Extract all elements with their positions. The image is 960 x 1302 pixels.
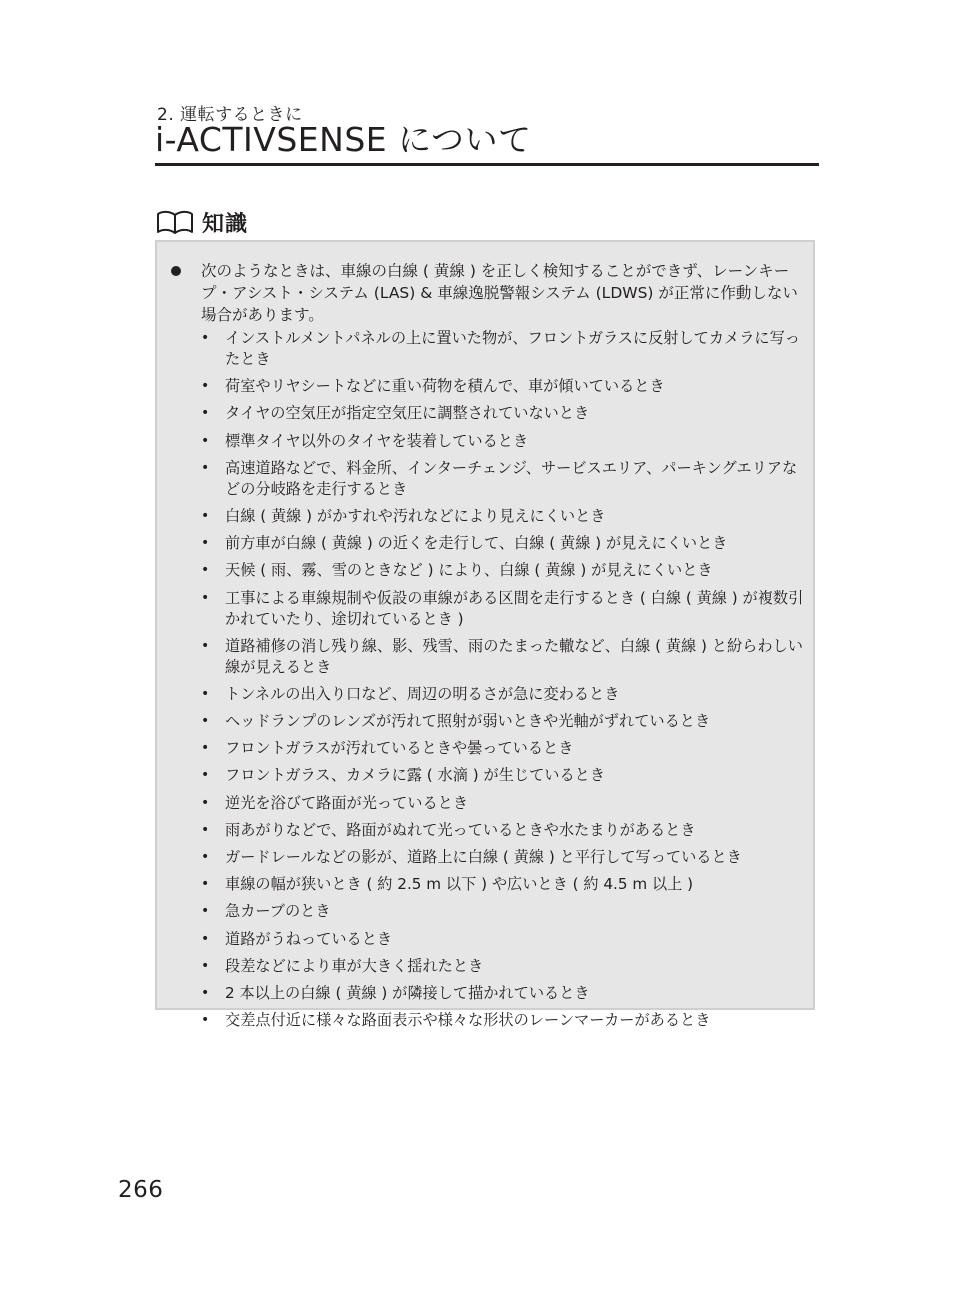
bullet-icon: • [201, 459, 210, 476]
list-item [201, 874, 807, 895]
list-item [201, 506, 807, 527]
list-item-text: 白線 ( 黄線 ) がかすれや汚れなどにより見えにくいとき [225, 506, 606, 525]
bullet-icon: • [201, 821, 210, 838]
bullet-icon: • [201, 330, 210, 346]
list-item [201, 533, 807, 554]
list-item-text: 道路がうねっているとき [225, 929, 393, 948]
bullet-icon: • [201, 378, 210, 395]
list-item [201, 793, 807, 814]
list-item-text: フロントガラス、カメラに露 ( 水滴 ) が生じているとき [225, 766, 606, 785]
bullet-icon: • [201, 589, 210, 606]
list-item [201, 458, 807, 500]
list-item [201, 328, 807, 370]
list-item-text: 工事による車線規制や仮設の車線がある区間を走行するとき ( 白線 ( 黄線 ) が複数引かれていたり、途切れているとき ) [225, 588, 804, 628]
list-item [201, 820, 807, 841]
list-item [201, 1010, 807, 1031]
bullet-icon: • [201, 405, 210, 422]
list-item-text: 2 本以上の白線 ( 黄線 ) が隣接して描かれているとき [225, 983, 590, 1002]
list-item [201, 983, 807, 1004]
bullet-icon: • [201, 930, 210, 947]
bullet-icon: • [201, 713, 210, 730]
list-item-text: 高速道路などで、料金所、インターチェンジ、サービスエリア、パーキングエリアなどの分岐路を走行するとき [225, 458, 798, 498]
list-item [201, 376, 807, 397]
list-item-text: ガードレールなどの影が、道路上に白線 ( 黄線 ) と平行して写っているとき [225, 848, 742, 866]
list-item-text: タイヤの空気圧が指定空気圧に調整されていないとき [225, 404, 590, 423]
list-item [201, 684, 807, 705]
list-item-text: 逆光を浴びて路面が光っているとき [225, 793, 468, 812]
list-item [201, 588, 807, 630]
bullet-icon: • [201, 849, 210, 865]
list-item-text: 道路補修の消し残り線、影、残雪、雨のたまった轍など、白線 ( 黄線 ) と紛らわしい線が見えるとき [225, 636, 803, 676]
bullet-icon: • [201, 507, 210, 524]
bullet-icon: • [201, 984, 210, 1001]
list-item-text: 雨あがりなどで、路面がぬれて光っているときや水たまりがあるとき [225, 820, 696, 839]
page-title: i-ACTIVSENSE について [155, 120, 532, 159]
list-item [201, 847, 807, 868]
list-item [201, 636, 807, 678]
bullet-icon: • [201, 637, 210, 654]
bullet-icon: • [201, 957, 210, 974]
bullet-icon: • [201, 535, 210, 552]
list-item-text: 前方車が白線 ( 黄線 ) の近くを走行して、白線 ( 黄線 ) が見えにくいとき [225, 534, 728, 553]
list-item-text: 荷室やリヤシートなどに重い荷物を積んで、車が傾いているとき [225, 377, 665, 396]
list-item-text: 標準タイヤ以外のタイヤを装着しているとき [225, 431, 529, 450]
list-item-text: 段差などにより車が大きく揺れたとき [225, 956, 484, 975]
list-item-text: インストルメントパネルの上に置いた物が、フロントガラスに反射してカメラに写ったとき [225, 329, 800, 368]
book-icon [156, 209, 194, 235]
bullet-icon: • [201, 685, 210, 702]
list-item [201, 403, 807, 424]
list-item [201, 560, 807, 581]
bullet-icon: • [201, 767, 210, 784]
knowledge-label: 知識 [202, 211, 249, 237]
bullet-icon: • [201, 903, 210, 920]
list-item-text: フロントガラスが汚れているときや曇っているとき [225, 739, 574, 758]
list-item-text: 車線の幅が狭いとき ( 約 2.5 m 以下 ) や広いとき ( 約 4.5 m 以上 ) [225, 875, 694, 894]
bullet-icon: • [201, 432, 210, 449]
list-item [201, 431, 807, 452]
knowledge-heading [156, 205, 248, 239]
title-rule [155, 163, 819, 166]
bullet-icon: • [201, 740, 210, 757]
section-label: 2. 運転するときに [157, 105, 303, 125]
intro-bullet-icon [171, 266, 181, 276]
list-item [201, 711, 807, 732]
page-number: 266 [118, 1177, 164, 1203]
knowledge-box [155, 240, 815, 1030]
conditions-list [201, 328, 807, 1037]
bullet-icon: • [201, 876, 210, 893]
list-item-text: ヘッドランプのレンズが汚れて照射が弱いときや光軸がずれているとき [225, 712, 711, 731]
list-item [201, 901, 807, 922]
list-item-text: 交差点付近に様々な路面表示や様々な形状のレーンマーカーがあるとき [225, 1011, 711, 1030]
bullet-icon: • [201, 1012, 210, 1029]
bullet-icon: • [201, 794, 210, 811]
list-item [201, 929, 807, 950]
list-item [201, 956, 807, 977]
list-item [201, 765, 807, 786]
intro-paragraph: 次のようなときは、車線の白線 ( 黄線 ) を正しく検知することができず、レーンキープ・アシスト・システム (LAS) & 車線逸脱警報システム (LDWS) が正常に作動しない場合があります。 [201, 262, 798, 324]
bullet-icon: • [201, 562, 210, 579]
list-item-text: トンネルの出入り口など、周辺の明るさが急に変わるとき [225, 684, 620, 703]
list-item-text: 急カーブのとき [225, 902, 331, 921]
list-item [201, 738, 807, 759]
list-item-text: 天候 ( 雨、霧、雪のときなど ) により、白線 ( 黄線 ) が見えにくいとき [225, 561, 713, 580]
